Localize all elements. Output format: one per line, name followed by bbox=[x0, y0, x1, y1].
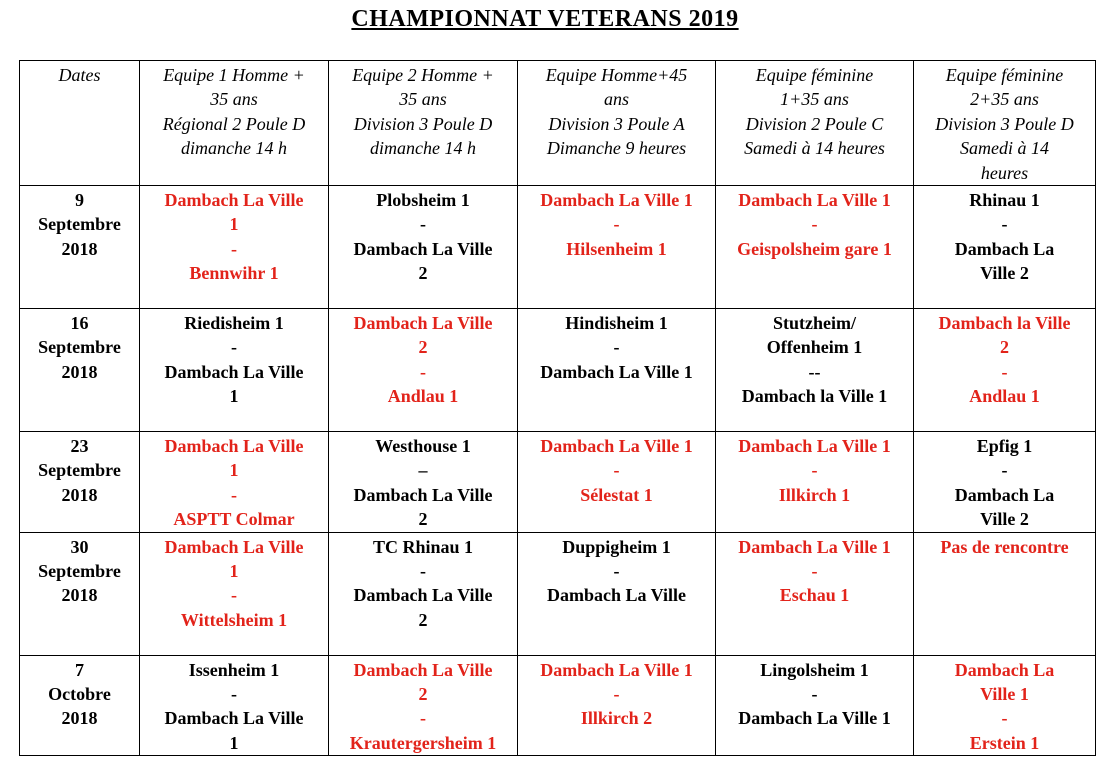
cell-line: - bbox=[613, 561, 620, 582]
cell-line: Pas de rencontre bbox=[940, 536, 1069, 557]
cell-line: Septembre bbox=[38, 214, 121, 235]
match-cell-away bbox=[914, 432, 1096, 533]
cell-line: 7 bbox=[75, 659, 84, 680]
cell-line: Samedi à 14 bbox=[960, 138, 1049, 159]
cell-line: Division 3 Poule D bbox=[935, 113, 1074, 134]
cell-line: - bbox=[1001, 708, 1008, 729]
cell-line: Régional 2 Poule D bbox=[162, 113, 306, 134]
cell-line: Dambach La Ville 1 bbox=[540, 436, 693, 457]
cell-line: 2 bbox=[418, 684, 428, 705]
schedule-body bbox=[20, 186, 1096, 756]
cell-line: Epfig 1 bbox=[976, 436, 1033, 457]
cell-line: - bbox=[231, 585, 237, 606]
cell-line: 1 bbox=[229, 561, 239, 582]
match-cell-home bbox=[518, 655, 716, 756]
cell-line: - bbox=[613, 337, 620, 358]
cell-line: Division 3 Poule D bbox=[353, 113, 493, 134]
cell-line: Dambach la Ville 1 bbox=[741, 386, 888, 407]
cell-line: 16 bbox=[70, 313, 89, 334]
cell-line: 2 bbox=[418, 337, 428, 358]
header-dates bbox=[20, 61, 140, 186]
cell-line: - bbox=[231, 684, 237, 705]
cell-line: 2018 bbox=[61, 585, 98, 606]
cell-line: Erstein 1 bbox=[969, 732, 1040, 753]
schedule-header bbox=[20, 61, 1096, 186]
table-row bbox=[20, 655, 1096, 756]
cell-line: Illkirch 1 bbox=[778, 484, 851, 505]
cell-line: Riedisheim 1 bbox=[184, 313, 284, 334]
cell-line: 2018 bbox=[61, 361, 98, 382]
cell-line: Wittelsheim 1 bbox=[180, 609, 288, 630]
cell-line: 1 bbox=[229, 386, 239, 407]
match-cell-home bbox=[914, 655, 1096, 756]
schedule-table bbox=[19, 60, 1096, 756]
cell-line: Dambach La Ville bbox=[164, 190, 304, 211]
cell-line: - bbox=[811, 561, 818, 582]
header-men-45 bbox=[518, 61, 716, 186]
table-row bbox=[20, 309, 1096, 432]
match-cell-home bbox=[329, 655, 518, 756]
cell-line: – bbox=[418, 460, 428, 481]
date-cell bbox=[20, 532, 140, 655]
cell-line: - bbox=[613, 460, 620, 481]
cell-line: Ville 2 bbox=[980, 509, 1029, 530]
match-cell-away bbox=[140, 655, 329, 756]
match-cell-away bbox=[140, 309, 329, 432]
cell-line: Septembre bbox=[38, 561, 121, 582]
cell-line: Dambach La Ville bbox=[353, 484, 493, 505]
cell-line: - bbox=[420, 561, 426, 582]
match-cell-home bbox=[914, 532, 1096, 655]
date-cell bbox=[20, 655, 140, 756]
cell-line: 1 bbox=[229, 460, 239, 481]
cell-line: 35 ans bbox=[399, 89, 447, 110]
page-title: CHAMPIONNAT VETERANS 2019 bbox=[351, 6, 739, 32]
match-cell-away bbox=[329, 186, 518, 309]
cell-line: 1 bbox=[229, 214, 239, 235]
cell-line: 2018 bbox=[61, 238, 98, 259]
match-cell-home bbox=[140, 432, 329, 533]
cell-line: 9 bbox=[75, 190, 84, 211]
cell-line: Samedi à 14 heures bbox=[744, 138, 885, 159]
header-row bbox=[20, 61, 1096, 186]
cell-line: Equipe féminine bbox=[945, 65, 1064, 85]
match-cell-away bbox=[329, 532, 518, 655]
cell-line: Westhouse 1 bbox=[375, 436, 471, 457]
cell-line: Septembre bbox=[38, 337, 121, 358]
cell-line: 2+35 ans bbox=[970, 89, 1039, 110]
cell-line: - bbox=[1001, 214, 1008, 235]
cell-line: - bbox=[613, 214, 620, 235]
table-row bbox=[20, 432, 1096, 533]
cell-line: Dambach La Ville 1 bbox=[738, 436, 891, 457]
cell-line: 35 ans bbox=[210, 89, 258, 110]
cell-line: Krautergersheim 1 bbox=[349, 732, 497, 753]
cell-line: dimanche 14 h bbox=[181, 138, 287, 159]
cell-line: Dambach La Ville 1 bbox=[540, 190, 693, 211]
cell-line: Sélestat 1 bbox=[580, 484, 653, 505]
date-cell bbox=[20, 186, 140, 309]
cell-line: Dambach La bbox=[954, 659, 1055, 680]
cell-line: 2 bbox=[418, 609, 428, 630]
cell-line: Equipe Homme+45 bbox=[545, 65, 688, 85]
cell-line: Dambach La bbox=[954, 484, 1055, 505]
match-cell-home bbox=[140, 186, 329, 309]
cell-line: -- bbox=[808, 361, 821, 382]
cell-line: dimanche 14 h bbox=[370, 138, 476, 159]
cell-line: Andlau 1 bbox=[969, 386, 1040, 407]
cell-line: Octobre bbox=[48, 684, 111, 705]
cell-line: Division 2 Poule C bbox=[745, 113, 884, 134]
header-women-2 bbox=[914, 61, 1096, 186]
cell-line: Dambach La Ville bbox=[353, 585, 493, 606]
match-cell-away bbox=[518, 532, 716, 655]
cell-line: Issenheim 1 bbox=[188, 659, 280, 680]
cell-line: Dambach La Ville bbox=[353, 238, 493, 259]
cell-line: Ville 2 bbox=[980, 263, 1029, 284]
cell-line: 30 bbox=[70, 536, 89, 557]
cell-line: Equipe 1 Homme + bbox=[163, 65, 305, 85]
cell-line: - bbox=[811, 684, 818, 705]
date-cell bbox=[20, 432, 140, 533]
cell-line: Rhinau 1 bbox=[969, 190, 1040, 211]
cell-line: Ville 1 bbox=[980, 684, 1029, 705]
cell-line: Septembre bbox=[38, 460, 121, 481]
match-cell-home bbox=[518, 186, 716, 309]
table-row bbox=[20, 186, 1096, 309]
header-team-2-men bbox=[329, 61, 518, 186]
cell-line: - bbox=[613, 684, 620, 705]
cell-line: Hilsenheim 1 bbox=[566, 238, 667, 259]
cell-line: 2 bbox=[1000, 337, 1009, 358]
cell-line: Dambach La Ville 1 bbox=[540, 361, 693, 382]
cell-line: Dambach La Ville bbox=[164, 708, 304, 729]
cell-line: Bennwihr 1 bbox=[189, 263, 279, 284]
cell-line: Dambach la Ville bbox=[938, 313, 1071, 334]
cell-line: heures bbox=[980, 162, 1029, 183]
cell-line: - bbox=[420, 708, 426, 729]
cell-line: Geispolsheim gare 1 bbox=[737, 238, 892, 259]
cell-line: 1 bbox=[229, 732, 239, 753]
cell-line: Dambach La bbox=[954, 238, 1055, 259]
cell-line: 2 bbox=[418, 509, 428, 530]
cell-line: - bbox=[811, 214, 818, 235]
cell-line: Offenheim 1 bbox=[766, 337, 863, 358]
cell-line: 2018 bbox=[61, 484, 98, 505]
cell-line: Hindisheim 1 bbox=[565, 313, 668, 334]
cell-line: - bbox=[231, 337, 237, 358]
cell-line: Plobsheim 1 bbox=[376, 190, 470, 211]
header-women-1 bbox=[716, 61, 914, 186]
cell-line: Stutzheim/ bbox=[773, 313, 856, 334]
cell-line: Eschau 1 bbox=[779, 585, 850, 606]
cell-line: 2 bbox=[418, 263, 428, 284]
match-cell-home bbox=[914, 309, 1096, 432]
cell-line: Dambach La Ville 1 bbox=[738, 536, 891, 557]
cell-line: Dambach La Ville bbox=[353, 313, 493, 334]
match-cell-away bbox=[329, 432, 518, 533]
cell-line: Duppigheim 1 bbox=[562, 536, 671, 557]
cell-line: Dambach La Ville bbox=[164, 436, 304, 457]
match-cell-home bbox=[716, 432, 914, 533]
cell-line: Dambach La Ville bbox=[164, 361, 304, 382]
cell-line: Dambach La Ville bbox=[353, 659, 493, 680]
cell-line: Dimanche 9 heures bbox=[546, 138, 687, 159]
cell-line: Division 3 Poule A bbox=[548, 113, 685, 134]
cell-line: ASPTT Colmar bbox=[173, 509, 295, 530]
cell-line: - bbox=[420, 361, 426, 382]
match-cell-away bbox=[716, 655, 914, 756]
cell-line: - bbox=[231, 484, 237, 505]
cell-line: Dambach La Ville 1 bbox=[738, 708, 891, 729]
cell-line: Dambach La Ville bbox=[164, 536, 304, 557]
cell-line: - bbox=[1001, 361, 1008, 382]
date-cell bbox=[20, 309, 140, 432]
cell-line: TC Rhinau 1 bbox=[372, 536, 474, 557]
cell-line: Andlau 1 bbox=[387, 386, 459, 407]
cell-line: Dambach La Ville 1 bbox=[540, 659, 693, 680]
match-cell-away bbox=[914, 186, 1096, 309]
cell-line: Equipe 2 Homme + bbox=[352, 65, 494, 85]
match-cell-home bbox=[716, 532, 914, 655]
match-cell-home bbox=[518, 432, 716, 533]
header-team-1-men bbox=[140, 61, 329, 186]
cell-line: 1+35 ans bbox=[780, 89, 849, 110]
cell-line: Dates bbox=[58, 65, 101, 85]
match-cell-home bbox=[329, 309, 518, 432]
cell-line: Illkirch 2 bbox=[580, 708, 653, 729]
match-cell-away bbox=[518, 309, 716, 432]
cell-line: Dambach La Ville 1 bbox=[738, 190, 891, 211]
cell-line: Equipe féminine bbox=[755, 65, 874, 85]
cell-line: 2018 bbox=[61, 708, 98, 729]
cell-line: Lingolsheim 1 bbox=[760, 659, 869, 680]
match-cell-home bbox=[716, 186, 914, 309]
cell-line: - bbox=[231, 238, 237, 259]
cell-line: Dambach La Ville bbox=[546, 585, 686, 606]
match-cell-away bbox=[716, 309, 914, 432]
cell-line: - bbox=[1001, 460, 1008, 481]
match-cell-home bbox=[140, 532, 329, 655]
cell-line: 23 bbox=[70, 436, 89, 457]
cell-line: ans bbox=[603, 89, 629, 110]
table-row bbox=[20, 532, 1096, 655]
cell-line: - bbox=[420, 214, 426, 235]
cell-line: - bbox=[811, 460, 818, 481]
